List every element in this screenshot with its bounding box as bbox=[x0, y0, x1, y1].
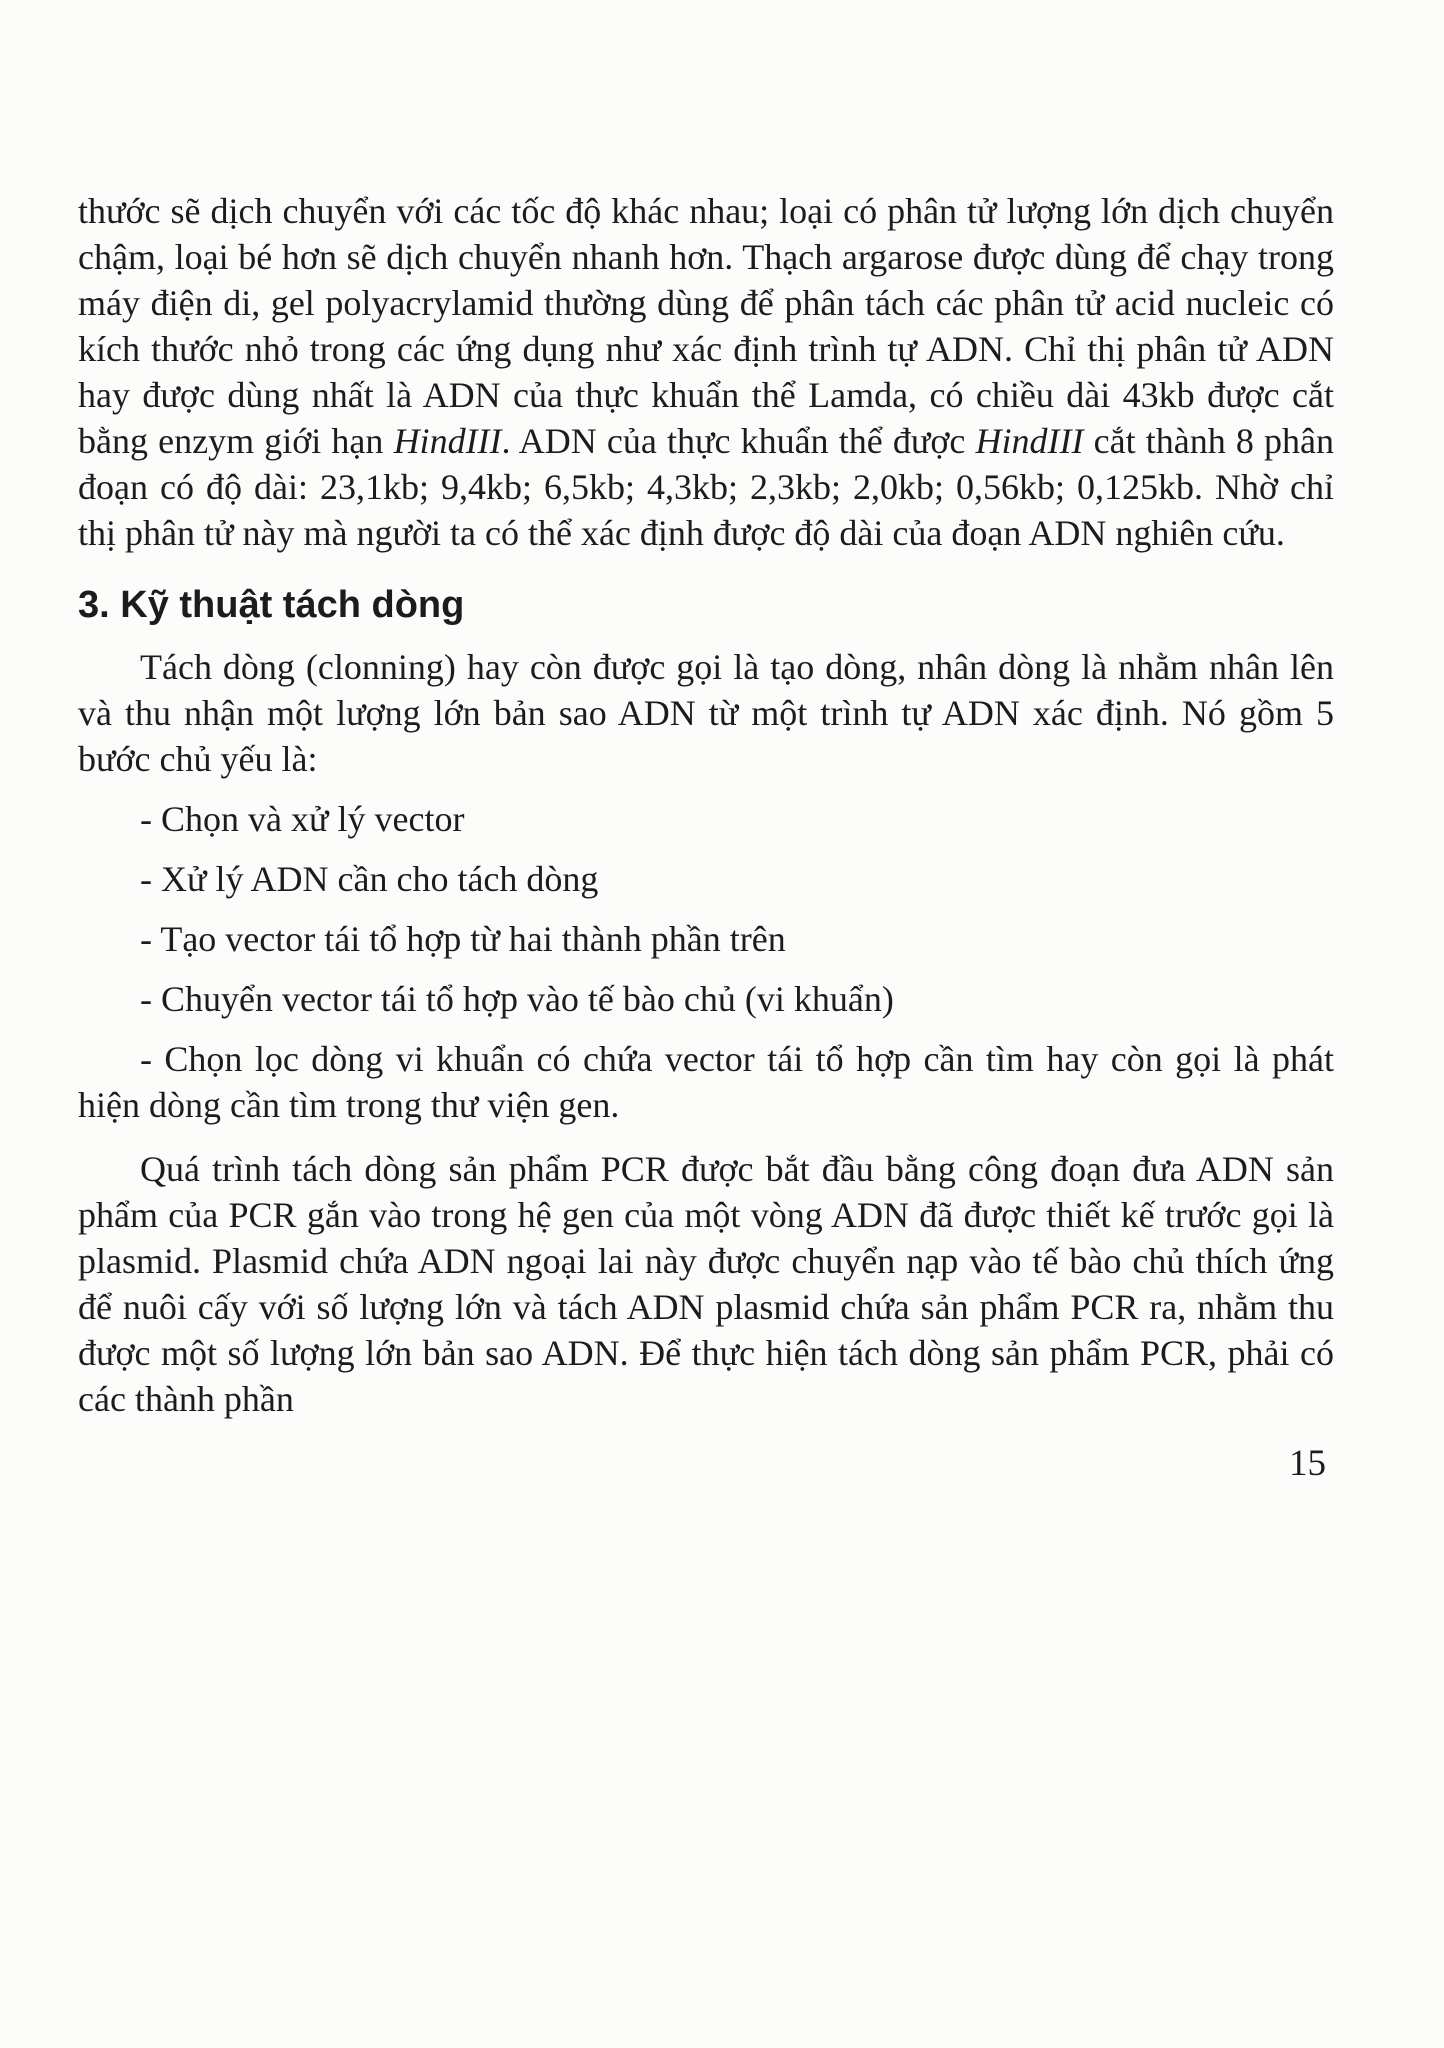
list-item-process-dna: - Xử lý ADN cần cho tách dòng bbox=[140, 859, 599, 899]
page-content bbox=[78, 188, 1334, 1422]
paragraph-text: cắt thành 8 phân đoạn có độ dài: 23,1kb; 9,4kb; 6,5kb; 4,3kb; 2,3kb; 2,0kb; 0,56kb; 0,125kb. Nhờ chỉ thị phân tử này mà người ta có thể xác định được độ dài của đoạn ADN nghiên cứu. bbox=[78, 421, 1334, 553]
paragraph-text: . ADN của thực khuẩn thể được bbox=[501, 421, 976, 461]
section-heading: 3. Kỹ thuật tách dòng bbox=[78, 584, 465, 626]
list-item-select-clone: - Chọn lọc dòng vi khuẩn có chứa vector tái tổ hợp cần tìm hay còn gọi là phát hiện dòng cần tìm trong thư viện gen. bbox=[78, 1039, 1334, 1125]
gene-name-hindiii: HindIII bbox=[393, 421, 502, 461]
paragraph-electrophoresis bbox=[78, 188, 1334, 556]
list-item-transfer-vector: - Chuyển vector tái tổ hợp vào tế bào chủ (vi khuẩn) bbox=[140, 979, 894, 1019]
paragraph-cloning-intro: Tách dòng (clonning) hay còn được gọi là tạo dòng, nhân dòng là nhằm nhân lên và thu nhận một lượng lớn bản sao ADN từ một trình tự ADN xác định. Nó gồm 5 bước chủ yếu là: bbox=[78, 647, 1334, 779]
list-item-choose-vector: - Chọn và xử lý vector bbox=[140, 799, 465, 839]
gene-name-hindiii: HindIII bbox=[975, 421, 1084, 461]
paragraph-pcr-cloning: Quá trình tách dòng sản phẩm PCR được bắt đầu bằng công đoạn đưa ADN sản phẩm của PCR gắn vào trong hệ gen của một vòng ADN đã được thiết kế trước gọi là plasmid. Plasmid chứa ADN ngoại lai này được chuyển nạp vào tế bào chủ thích ứng để nuôi cấy với số lượng lớn và tách ADN plasmid chứa sản phẩm PCR ra, nhằm thu được một số lượng lớn bản sao ADN. Để thực hiện tách dòng sản phẩm PCR, phải có các thành phần bbox=[78, 1149, 1334, 1419]
page-number: 15 bbox=[1289, 1443, 1326, 1484]
list-item-create-recombinant-vector: - Tạo vector tái tổ hợp từ hai thành phần trên bbox=[140, 919, 786, 959]
paragraph-text: thước sẽ dịch chuyển với các tốc độ khác nhau; loại có phân tử lượng lớn dịch chuyển chậm, loại bé hơn sẽ dịch chuyển nhanh hơn. Thạch argarose được dùng để chạy trong máy điện di, gel polyacrylamid thường dùng để phân tách các phân tử acid nucleic có kích thước nhỏ trong các ứng dụng như xác định trình tự ADN. Chỉ thị phân tử ADN hay được dùng nhất là ADN của thực khuẩn thể Lamda, có chiều dài 43kb được cắt bằng enzym giới hạn bbox=[78, 191, 1334, 461]
